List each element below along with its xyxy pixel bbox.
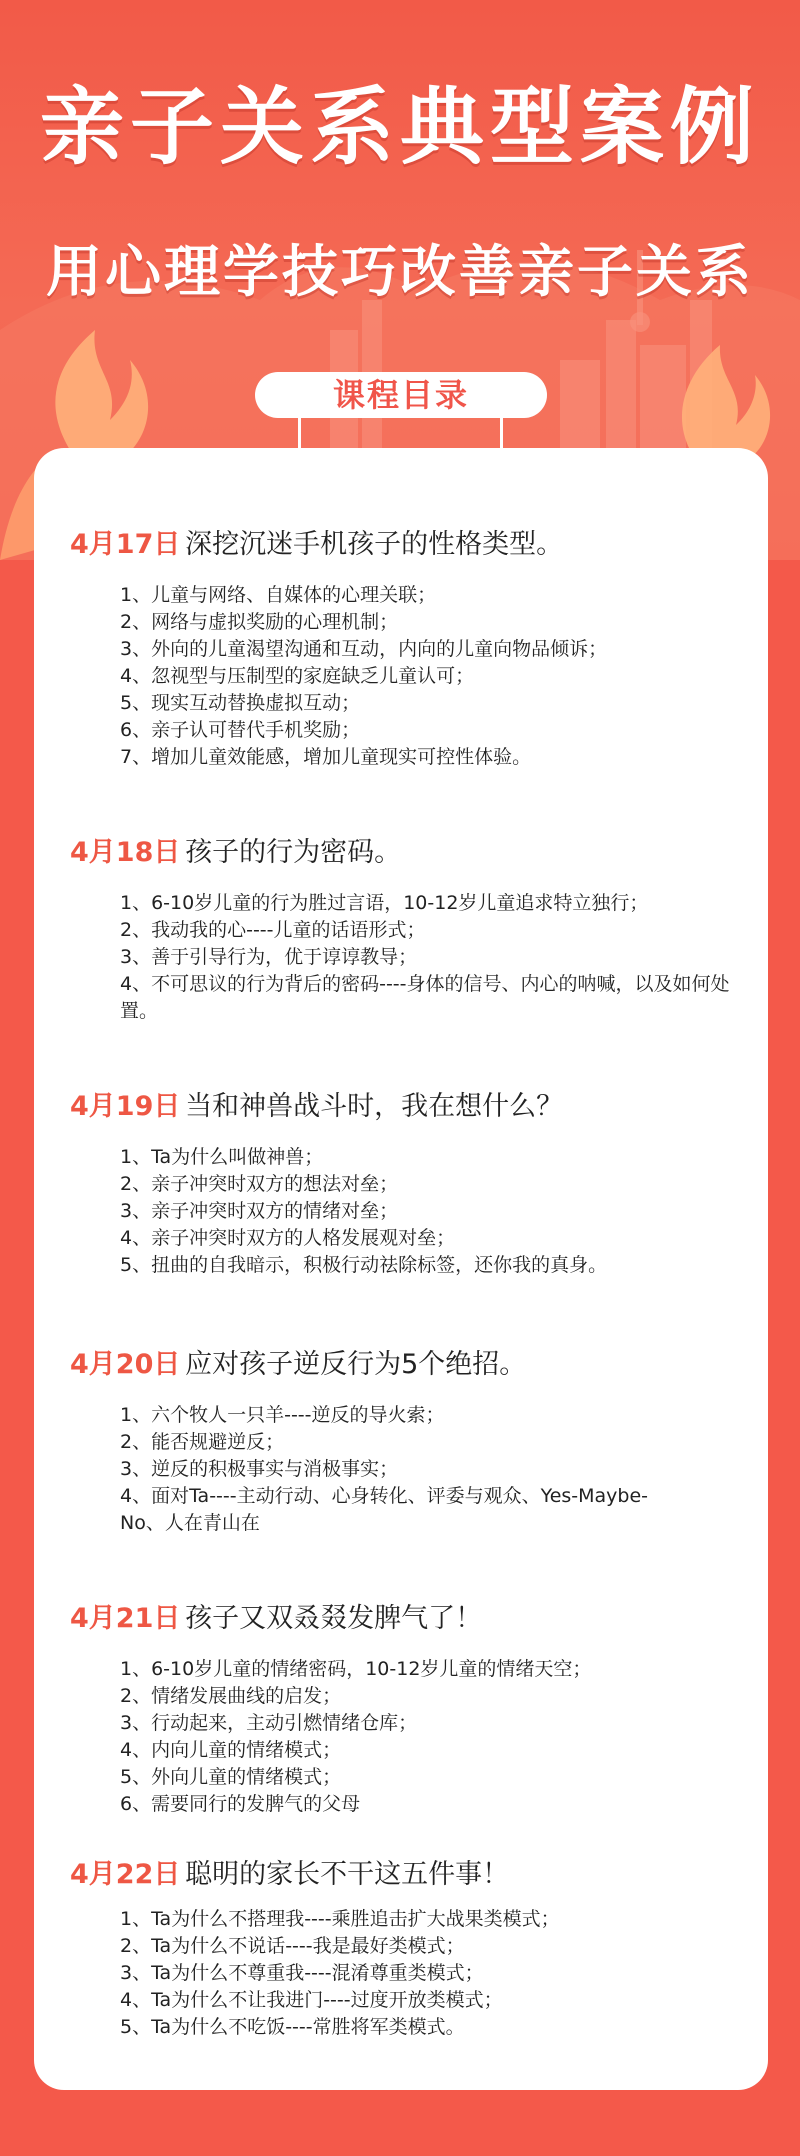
- list-item: 3、善于引导行为，优于谆谆教导；: [120, 946, 418, 968]
- list-item: 2、网络与虚拟奖励的心理机制；: [120, 611, 399, 633]
- section-items: [120, 1906, 740, 2041]
- section-title: 孩子又双叒叕发脾气了！: [185, 1603, 483, 1634]
- list-item: 2、亲子冲突时双方的想法对垒；: [120, 1173, 399, 1195]
- section-heading: [70, 1852, 509, 1892]
- list-item: 4、忽视型与压制型的家庭缺乏儿童认可；: [120, 665, 475, 687]
- list-item: 1、6-10岁儿童的情绪密码，10-12岁儿童的情绪天空；: [120, 1658, 592, 1680]
- list-item: 4、内向儿童的情绪模式；: [120, 1739, 342, 1761]
- list-item: 3、逆反的积极事实与消极事实；: [120, 1458, 399, 1480]
- section-date: 4月21日: [70, 1603, 181, 1634]
- section-heading: [70, 1084, 563, 1124]
- list-item: 2、Ta为什么不说话----我是最好类模式；: [120, 1935, 465, 1957]
- section-date: 4月19日: [70, 1091, 181, 1122]
- list-item: 1、6-10岁儿童的行为胜过言语，10-12岁儿童追求特立独行；: [120, 892, 649, 914]
- page-subtitle: 用心理学技巧改善亲子关系: [46, 240, 754, 305]
- section-items: [120, 1402, 660, 1537]
- catalog-pill: 课程目录: [255, 372, 547, 418]
- list-item: 5、扭曲的自我暗示，积极行动祛除标签，还你我的真身。: [120, 1254, 608, 1276]
- section-items: [120, 890, 740, 1025]
- section-items: [120, 582, 740, 771]
- list-item: 4、面对Ta----主动行动、心身转化、评委与观众、Yes-Maybe-No、人在青山在: [120, 1485, 649, 1534]
- list-item: 1、六个牧人一只羊----逆反的导火索；: [120, 1404, 445, 1426]
- list-item: 1、儿童与网络、自媒体的心理关联；: [120, 584, 437, 606]
- list-item: 4、Ta为什么不让我进门----过度开放类模式；: [120, 1989, 503, 2011]
- list-item: 7、增加儿童效能感，增加儿童现实可控性体验。: [120, 746, 532, 768]
- section-items: [120, 1144, 740, 1279]
- list-item: 1、Ta为什么不搭理我----乘胜追击扩大战果类模式；: [120, 1908, 560, 1930]
- list-item: 5、外向儿童的情绪模式；: [120, 1766, 342, 1788]
- section-title: 聪明的家长不干这五件事！: [185, 1859, 510, 1890]
- section-date: 4月22日: [70, 1859, 181, 1890]
- list-item: 1、Ta为什么叫做神兽；: [120, 1146, 324, 1168]
- list-item: 4、亲子冲突时双方的人格发展观对垒；: [120, 1227, 456, 1249]
- list-item: 3、行动起来，主动引燃情绪仓库；: [120, 1712, 418, 1734]
- list-item: 3、外向的儿童渴望沟通和互动，内向的儿童向物品倾诉；: [120, 638, 608, 660]
- section-title: 当和神兽战斗时，我在想什么？: [185, 1091, 564, 1122]
- section-title: 孩子的行为密码。: [185, 837, 402, 868]
- list-item: 6、需要同行的发脾气的父母: [120, 1793, 361, 1815]
- section-date: 4月17日: [70, 529, 181, 560]
- section-date: 4月18日: [70, 837, 181, 868]
- list-item: 4、不可思议的行为背后的密码----身体的信号、内心的呐喊，以及如何处置。: [120, 973, 730, 1022]
- section-heading: [70, 522, 563, 562]
- list-item: 3、亲子冲突时双方的情绪对垒；: [120, 1200, 399, 1222]
- list-item: 5、Ta为什么不吃饭----常胜将军类模式。: [120, 2016, 465, 2038]
- section-title: 应对孩子逆反行为5个绝招。: [185, 1349, 527, 1380]
- page-title: 亲子关系典型案例: [39, 78, 760, 176]
- section-date: 4月20日: [70, 1349, 181, 1380]
- list-item: 5、现实互动替换虚拟互动；: [120, 692, 361, 714]
- section-heading: [70, 1342, 526, 1382]
- section-heading: [70, 1596, 482, 1636]
- section-items: [120, 1656, 740, 1818]
- catalog-card: [34, 448, 768, 2090]
- section-title: 深挖沉迷手机孩子的性格类型。: [185, 529, 564, 560]
- section-heading: [70, 830, 401, 870]
- list-item: 2、我动我的心----儿童的话语形式；: [120, 919, 426, 941]
- list-item: 3、Ta为什么不尊重我----混淆尊重类模式；: [120, 1962, 484, 1984]
- list-item: 6、亲子认可替代手机奖励；: [120, 719, 361, 741]
- list-item: 2、情绪发展曲线的启发；: [120, 1685, 342, 1707]
- list-item: 2、能否规避逆反；: [120, 1431, 285, 1453]
